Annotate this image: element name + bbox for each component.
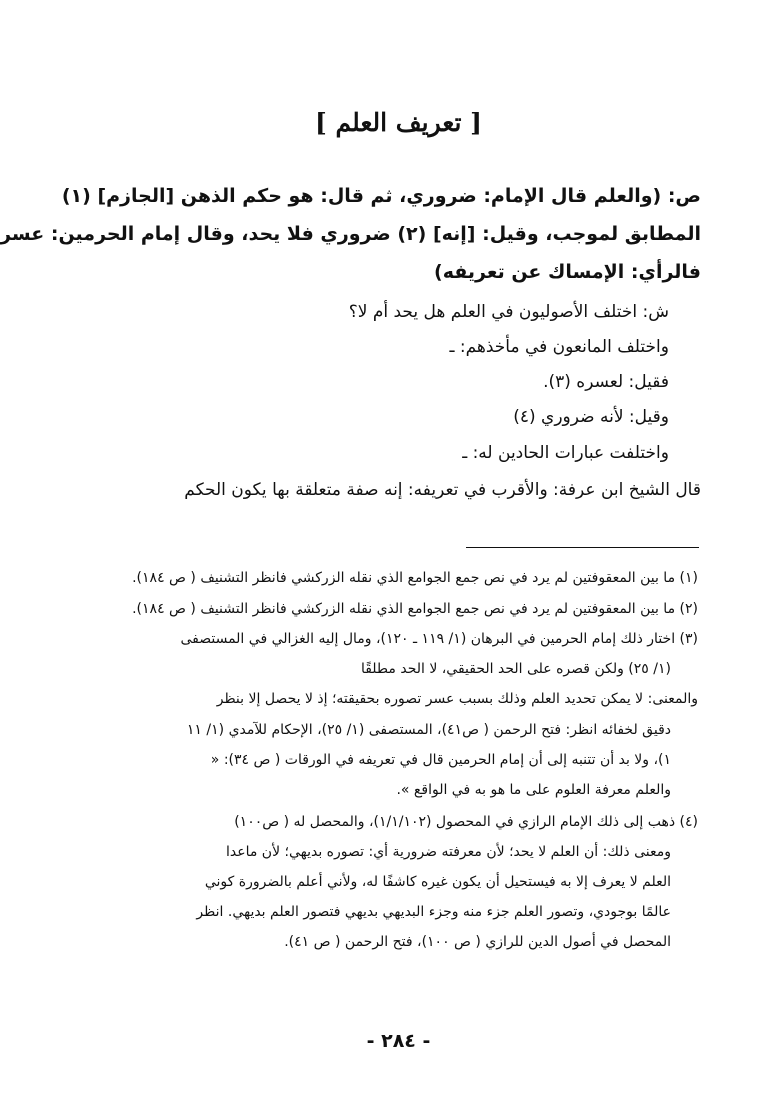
footnote-line: (١) ما بين المعقوفتين لم يرد في نص جمع الجوامع الذي نقله الزركشي فانظر التشنيف ( ص ١٨٤). (132, 570, 698, 586)
footnote-line: (٢) ما بين المعقوفتين لم يرد في نص جمع الجوامع الذي نقله الزركشي فانظر التشنيف ( ص ١٨٤). (132, 601, 698, 617)
footnote-line: ١)، ولا بد أن تتنبه إلى أن إمام الحرمين قال في تعريفه في الورقات ( ص ٣٤): « (210, 752, 671, 768)
footnote-line: (٣) اختار ذلك إمام الحرمين في البرهان (١/ ١١٩ ـ ١٢٠)، ومال إليه الغزالي في المستصفى (180, 631, 698, 647)
footnote-line: والعلم معرفة العلوم على ما هو به في الواقع ». (396, 782, 671, 798)
footnote-line: دقيق لخفائه انظر: فتح الرحمن ( ص٤١)، المستصفى (١/ ٢٥)، الإحكام للآمدي (١/ ١١ (186, 722, 671, 738)
footnote-line: عالمًا بوجودي، وتصور العلم جزء منه وجزء البديهي بديهي فتصور العلم بديهي. انظر (196, 904, 671, 920)
footnote-line: ومعنى ذلك: أن العلم لا يحد؛ لأن معرفته ضرورية أي: تصوره بديهي؛ لأن ماعدا (226, 844, 671, 860)
chapter-title: [ تعريف العلم ] (315, 108, 482, 137)
footnote-line: المحصل في أصول الدين للرازي ( ص ١٠٠)، فتح الرحمن ( ص ٤١). (284, 934, 671, 950)
footnote-line: والمعنى: لا يمكن تحديد العلم وذلك بسبب عسر تصوره بحقيقته؛ إذ لا يحصل إلا بنظر (216, 691, 698, 707)
main-text-line: واختلف المانعون في مأخذهم: ـ (449, 337, 669, 357)
main-text-line: قال الشيخ ابن عرفة: والأقرب في تعريفه: إنه صفة متعلقة بها يكون الحكم (184, 480, 701, 500)
main-text-line: واختلفت عبارات الحادين له: ـ (462, 443, 669, 463)
page-number: - ٢٨٤ - (366, 1030, 431, 1052)
main-text-line: ص: (والعلم قال الإمام: ضروري، ثم قال: هو حكم الذهن [الجازم] (١) (61, 185, 701, 207)
main-text-line: ش: اختلف الأصوليون في العلم هل يحد أم لا؟ (348, 302, 669, 322)
footnote-separator (466, 547, 699, 548)
main-text-line: فقيل: لعسره (٣). (543, 372, 669, 392)
main-text-line: المطابق لموجب، وقيل: [إنه] (٢) ضروري فلا يحد، وقال إمام الحرمين: عسر (0, 223, 701, 245)
main-text-line: وقيل: لأنه ضروري (٤) (513, 407, 669, 427)
main-text-line: فالرأي: الإمساك عن تعريفه) (434, 261, 701, 283)
footnote-line: (١/ ٢٥) ولكن قصره على الحد الحقيقي، لا الحد مطلقًا (360, 661, 671, 677)
footnote-line: العلم لا يعرف إلا به فيستحيل أن يكون غيره كاشفًا له، ولأني أعلم بالضرورة كوني (204, 874, 671, 890)
footnote-line: (٤) ذهب إلى ذلك الإمام الرازي في المحصول (١/١/١٠٢)، والمحصل له ( ص١٠٠) (234, 814, 698, 830)
